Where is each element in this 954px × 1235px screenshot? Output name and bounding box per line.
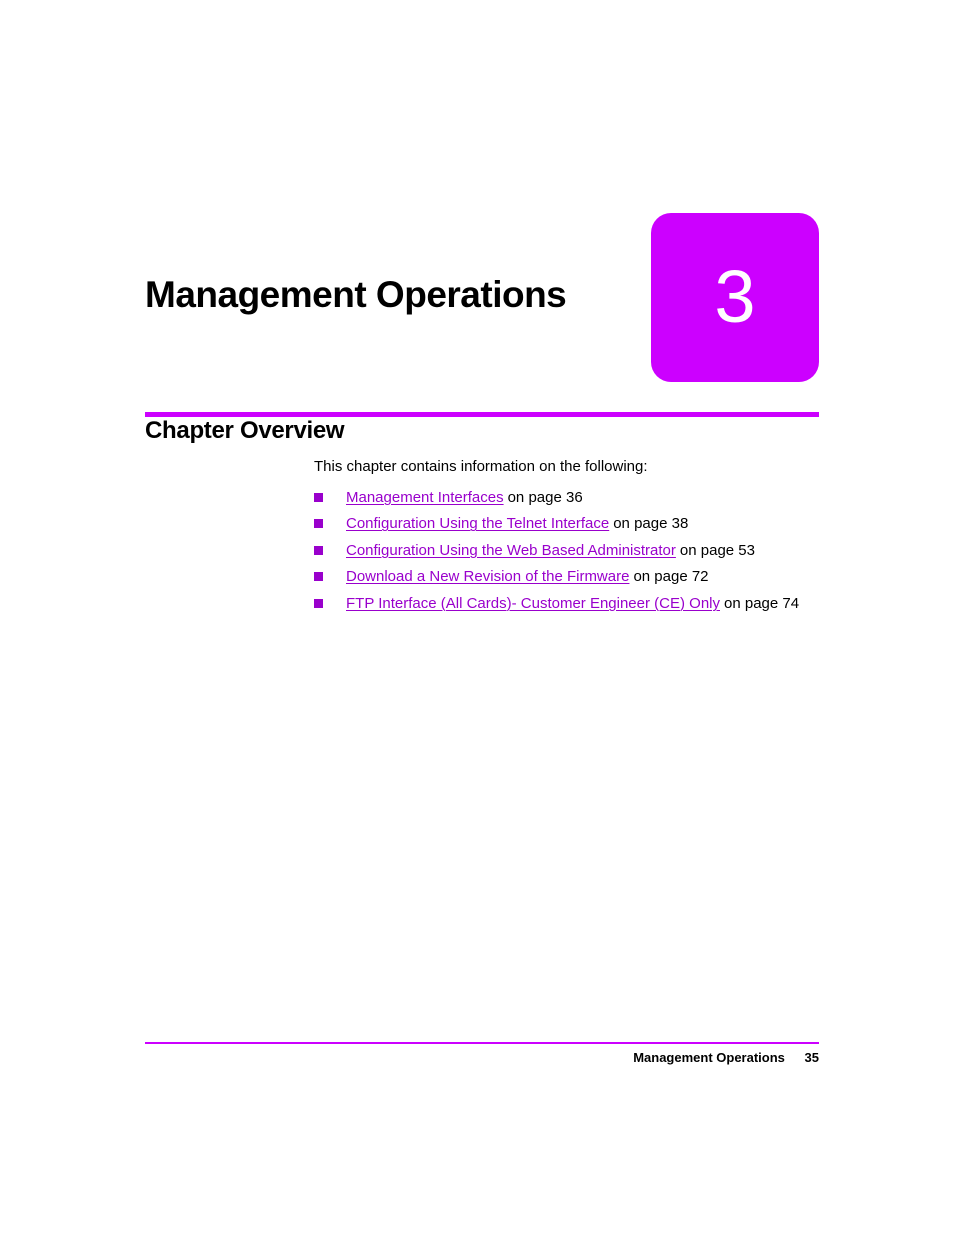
toc-link-ftp-interface[interactable]: FTP Interface (All Cards)- Customer Engineer (CE) Only bbox=[346, 594, 720, 612]
list-item bbox=[314, 484, 799, 511]
page-reference: on page 36 bbox=[507, 488, 583, 506]
square-bullet-icon bbox=[314, 493, 323, 502]
square-bullet-icon bbox=[314, 599, 323, 608]
toc-link-web-administrator-configuration[interactable]: Configuration Using the Web Based Administrator bbox=[346, 541, 676, 559]
section-title: Chapter Overview bbox=[145, 417, 345, 444]
list-item bbox=[314, 537, 799, 564]
square-bullet-icon bbox=[314, 519, 323, 528]
list-item bbox=[314, 590, 799, 617]
list-item bbox=[314, 564, 799, 591]
toc-link-telnet-configuration[interactable]: Configuration Using the Telnet Interface bbox=[346, 515, 610, 533]
footer-divider bbox=[145, 1042, 819, 1044]
page-reference: on page 72 bbox=[633, 568, 709, 586]
toc-link-firmware-download[interactable]: Download a New Revision of the Firmware bbox=[346, 568, 630, 586]
page-number: 35 bbox=[804, 1050, 819, 1065]
chapter-number: 3 bbox=[714, 254, 756, 338]
square-bullet-icon bbox=[314, 572, 323, 581]
intro-text: This chapter contains information on the following: bbox=[314, 458, 648, 475]
square-bullet-icon bbox=[314, 546, 323, 555]
page-reference: on page 53 bbox=[679, 541, 755, 559]
toc-list bbox=[314, 484, 799, 617]
footer-title: Management Operations bbox=[633, 1050, 785, 1065]
page-reference: on page 74 bbox=[724, 594, 800, 612]
list-item bbox=[314, 511, 799, 538]
page-reference: on page 38 bbox=[613, 515, 689, 533]
page-footer bbox=[633, 1049, 819, 1067]
chapter-number-badge bbox=[651, 213, 819, 382]
chapter-title: Management Operations bbox=[145, 274, 567, 315]
toc-link-management-interfaces[interactable]: Management Interfaces bbox=[346, 488, 504, 506]
